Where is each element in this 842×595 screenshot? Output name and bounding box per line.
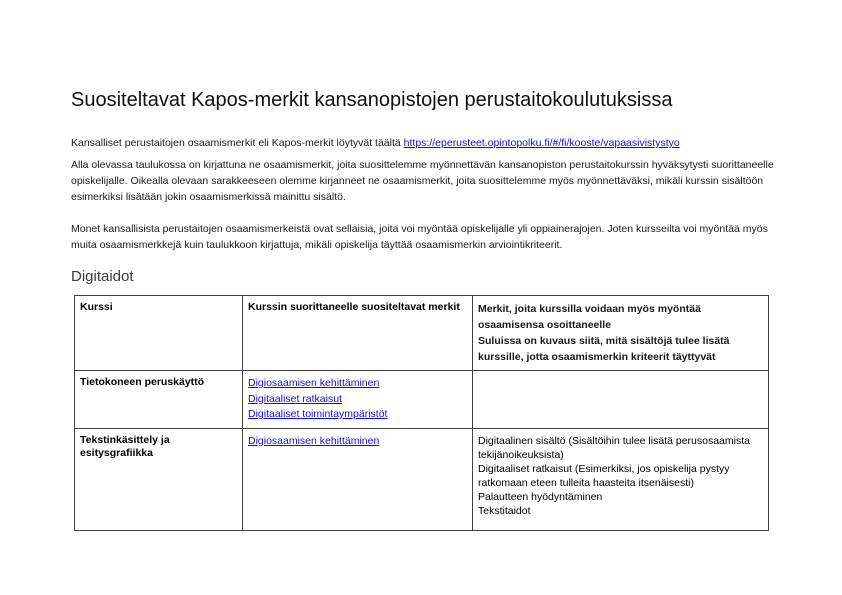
column-header-kurssi: Kurssi [75,296,243,371]
table-row [75,428,769,530]
document-body [71,0,783,531]
optional-badges-cell [473,428,769,530]
eperusteet-link[interactable]: https://eperusteet.opintopolku.fi/#/fi/kooste/vapaasivistystyo [403,137,680,149]
column-header-myos-myonnettavat [473,296,769,371]
optional-badge-item: Palautteen hyödyntäminen [478,490,603,503]
optional-badges-cell [473,371,769,429]
optional-badge-item: Tekstitaidot [478,504,531,517]
optional-badge-item: Digitaaliset ratkaisut (Esimerkiksi, jos opiskelija pystyy ratkomaan eteen tulleita haasteita itsenäisesti) [478,462,730,489]
recommended-badges-cell [243,371,473,429]
section-heading-digitaidot: Digitaidot [71,268,134,285]
body-paragraph-1: Alla olevassa taulukossa on kirjattuna ne osaamismerkit, joita suosittelemme myönnettävän kansanopiston perustaitokurssin hyväksytysti suorittaneelle opiskelijalle. Oikealla olevaan sarakkeeseen olemme kirjanneet ne osaamismerkit, joita suosittelemme myös myönnettäväksi, mikäli kurssin sisältöön esimerkiksi lisätään jokin osaamismerkissä mainittu sisältö. [71,159,774,203]
column-header-line-1: Merkit, joita kurssilla voidaan myös myöntää osaamisensa osoittaneelle [478,303,701,331]
intro-paragraph [71,135,783,151]
badge-link[interactable]: Digitaaliset ratkaisut [248,392,342,405]
digitaidot-table [74,295,769,531]
table-row [75,371,769,429]
badge-link[interactable]: Digiosaamisen kehittäminen [248,434,380,447]
badge-link[interactable]: Digitaaliset toimintaympäristöt [248,408,388,420]
page-title: Suositeltavat Kapos-merkit kansanopistojen perustaitokoulutuksissa [71,89,673,111]
course-name: Tekstinkäsittely ja esitysgrafiikka [75,428,243,530]
intro-text: Kansalliset perustaitojen osaamismerkit eli Kapos-merkit löytyvät täältä [71,137,404,149]
column-header-suositeltavat-merkit: Kurssin suorittaneelle suositeltavat merkit [243,296,473,371]
body-paragraph-2: Monet kansallisista perustaitojen osaamismerkeistä ovat sellaisia, joita voi myöntää opiskelijalle yli oppiainerajojen. Joten kursseilta voi myöntää myös muita osaamismerkkejä kuin taulukkoon kirjattuja, mikäli opiskelija täyttää osaamismerkin arviointikriteerit. [71,223,768,251]
column-header-line-2: Suluissa on kuvaus siitä, mitä sisältöjä tulee lisätä kurssille, jotta osaamismerkin kriteerit täyttyvät [478,335,730,363]
recommended-badges-cell [243,428,473,530]
course-name: Tietokoneen peruskäyttö [75,371,243,429]
table-header-row [75,296,769,371]
optional-badge-item: Digitaalinen sisältö (Sisältöihin tulee lisätä perusosaamista tekijänoikeuksista) [478,434,750,461]
badge-link[interactable]: Digiosaamisen kehittäminen [248,377,380,389]
